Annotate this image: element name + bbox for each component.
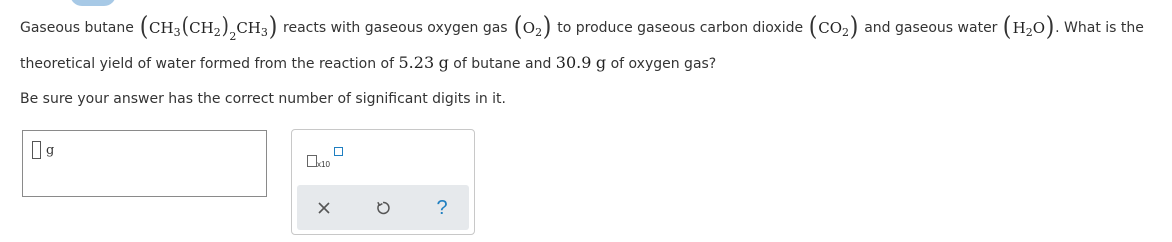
unit-grams: g <box>595 53 607 72</box>
question-text-fragment: of oxygen gas? <box>610 56 717 72</box>
question-line-1 <box>20 10 1144 46</box>
clear-button[interactable] <box>311 195 337 221</box>
question-text-fragment: and gaseous water <box>864 20 998 36</box>
butane-formula: ( CH 3 ( CH 2 ) 2 CH 3 ) <box>139 12 278 43</box>
question-text-fragment: reacts with gaseous oxygen gas <box>283 20 508 36</box>
x10-label: x10 <box>317 160 330 169</box>
question-text-fragment: of butane and <box>453 56 552 72</box>
question-text-fragment: theoretical yield of water formed from the reaction of <box>20 56 395 72</box>
butane-mass-value: 5.23 <box>398 53 435 72</box>
close-icon <box>317 201 331 215</box>
question-text-fragment: Gaseous butane <box>20 20 134 36</box>
oxygen-mass-value: 30.9 <box>555 53 592 72</box>
unit-grams: g <box>438 53 449 72</box>
exponent-box-icon <box>334 147 343 156</box>
significant-digits-instruction: Be sure your answer has the correct number of significant digits in it. <box>20 91 506 107</box>
mantissa-box-icon <box>307 155 317 167</box>
help-icon: ? <box>436 197 448 219</box>
answer-input-box[interactable] <box>22 130 267 197</box>
undo-icon <box>375 200 391 216</box>
math-tool-panel <box>291 129 475 235</box>
water-formula: ( H 2 O ) <box>1003 12 1055 42</box>
action-bar <box>297 185 469 230</box>
question-text-fragment: to produce gaseous carbon dioxide <box>557 20 804 36</box>
collapse-tab[interactable] <box>70 0 116 6</box>
answer-input-field[interactable] <box>32 141 41 159</box>
co2-formula: ( CO 2 ) <box>808 12 859 42</box>
scientific-notation-button[interactable] <box>307 147 339 171</box>
undo-button[interactable] <box>370 195 396 221</box>
question-line-2 <box>20 53 716 72</box>
answer-unit: g <box>46 143 55 158</box>
oxygen-formula: ( O 2 ) <box>513 12 552 42</box>
help-button[interactable] <box>429 195 455 221</box>
question-text-fragment: . What is the <box>1055 20 1144 36</box>
